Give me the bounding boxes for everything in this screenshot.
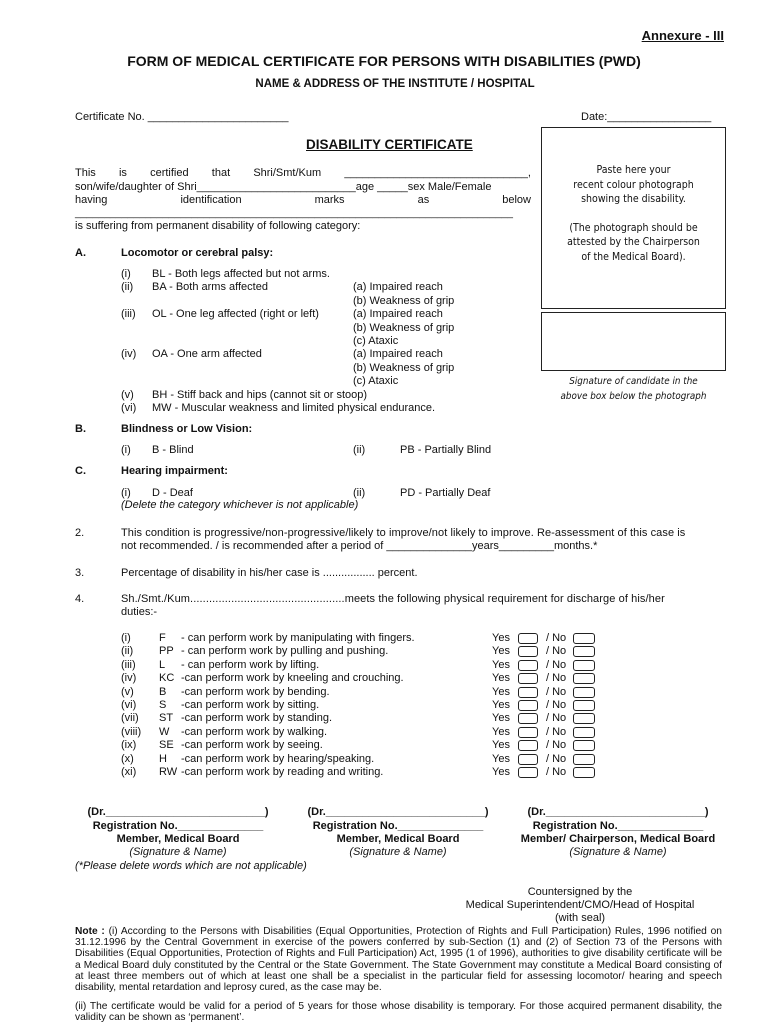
signatory-signature-label: (Signature & Name) <box>129 846 227 858</box>
section-a-item-sub: (a) Impaired reach <box>353 281 443 294</box>
no-label: / No <box>546 766 567 778</box>
countersign-line: (with seal) <box>554 912 606 924</box>
requirement-code: H <box>159 752 167 765</box>
note-paragraph <box>75 926 722 993</box>
photo-box <box>541 127 726 309</box>
section-b-title: Blindness or Low Vision: <box>121 423 253 435</box>
section-c-title: Hearing impairment: <box>121 465 228 477</box>
requirement-text: - can perform work by pulling and pushing. <box>181 645 389 658</box>
yes-checkbox[interactable] <box>518 767 538 778</box>
no-label: / No <box>546 725 567 738</box>
no-checkbox[interactable] <box>573 660 595 671</box>
note-label: Note : <box>75 926 105 937</box>
intro-word: certified <box>150 167 189 179</box>
photo-instruction: recent colour photograph <box>573 178 694 191</box>
no-checkbox[interactable] <box>573 687 595 698</box>
section-a-item-num: (iii) <box>121 308 136 321</box>
section-a-item-text: OA - One arm affected <box>152 348 262 361</box>
section-b-i-num: (i) <box>121 444 131 456</box>
intro-word: as <box>417 194 430 206</box>
section-a-item-text: OL - One leg affected (right or left) <box>152 308 319 321</box>
signatory-doctor: (Dr.__________________________) <box>307 806 489 818</box>
section-a-item-num: (i) <box>121 268 131 280</box>
section-a-item-num: (vi) <box>121 402 137 414</box>
photo-instruction: of the Medical Board). <box>581 250 686 263</box>
yes-checkbox[interactable] <box>518 740 538 751</box>
intro-word: is <box>118 167 127 179</box>
form-subtitle: NAME & ADDRESS OF THE INSTITUTE / HOSPITAL <box>255 78 535 90</box>
item-4-num: 4. <box>75 593 85 605</box>
requirement-code: F <box>159 632 166 644</box>
yes-label: Yes <box>492 699 510 711</box>
no-checkbox[interactable] <box>573 673 595 684</box>
requirement-code: B <box>159 685 167 698</box>
signatory-role: Member/ Chairperson, Medical Board <box>520 833 716 845</box>
section-a-title: Locomotor or cerebral palsy: <box>121 247 274 259</box>
no-label: / No <box>546 699 567 711</box>
no-label: / No <box>546 739 567 752</box>
countersign-line: Medical Superintendent/CMO/Head of Hospital <box>465 899 695 911</box>
no-checkbox[interactable] <box>573 754 595 765</box>
section-c-ii-num: (ii) <box>353 487 366 499</box>
requirement-code: SE <box>159 739 174 752</box>
requirement-text: -can perform work by bending. <box>181 685 330 698</box>
requirement-code: RW <box>159 766 178 778</box>
yes-checkbox[interactable] <box>518 713 538 724</box>
yes-label: Yes <box>492 645 510 658</box>
name-blank: ______________________________, <box>344 167 531 179</box>
no-label: / No <box>546 632 567 644</box>
date-field: Date:_________________ <box>581 111 712 123</box>
no-checkbox[interactable] <box>573 713 595 724</box>
certificate-heading: DISABILITY CERTIFICATE <box>306 137 473 152</box>
section-a-letter: A. <box>75 247 86 259</box>
no-checkbox[interactable] <box>573 700 595 711</box>
requirement-code: PP <box>159 645 174 658</box>
photo-instruction: attested by the Chairperson <box>567 236 700 248</box>
photo-instruction: showing the disability. <box>581 193 686 205</box>
no-label: / No <box>546 712 567 725</box>
note-text-1: (i) According to the Persons with Disabilities (Equal Opportunities, Protection of Rights and Full Participation) Rules, 1996 notified on 31.12.1996 by the Central Government in exercise of the powers conferred by sub-Section (1) and (2) of Section 73 of the Persons with Disabilities (Equal Opportunities, Protection of Rights and Full Participation) Act, 1995 (1 of 1996), authorities to give disability certificate will be a Medical Board duly constituted by the Central or the State Government. The State Government may constitute a Medical Board consisting of at least three members out of which at least one shall be a specialist in the particular field for assessing locomotor/ hearing and speech disability, mental retardation and leprosy cured, as the case may be. <box>75 926 722 994</box>
signature-caption <box>552 374 715 404</box>
photo-instruction: (The photograph should be <box>569 221 698 234</box>
yes-label: Yes <box>492 739 510 752</box>
requirement-num: (ix) <box>121 739 137 752</box>
intro-word: below <box>502 194 531 206</box>
section-a-item-sub: (b) Weakness of grip <box>353 294 455 307</box>
countersign-line: Countersigned by the <box>527 886 633 898</box>
section-c-note: (Delete the category whichever is not applicable) <box>121 499 359 511</box>
yes-label: Yes <box>492 685 510 698</box>
item-3-num: 3. <box>75 567 85 579</box>
requirement-num: (viii) <box>121 725 142 738</box>
section-a-item-text: BL - Both legs affected but not arms. <box>152 268 330 280</box>
section-a-item-sub: (c) Ataxic <box>353 335 399 347</box>
no-checkbox[interactable] <box>573 727 595 738</box>
section-a-item-num: (ii) <box>121 281 134 294</box>
requirement-text: -can perform work by sitting. <box>181 699 320 711</box>
section-c-i-text: D - Deaf <box>152 487 193 499</box>
signatory-registration: Registration No.______________ <box>532 820 704 832</box>
signature-caption-line: Signature of candidate in the <box>569 376 698 387</box>
requirement-text: - can perform work by lifting. <box>181 658 320 671</box>
section-a-item-sub: (c) Ataxic <box>353 375 399 388</box>
photo-instruction: Paste here your <box>596 164 671 176</box>
item-4-line-2: duties:- <box>121 606 158 618</box>
intro-line-1 <box>75 167 531 179</box>
item-2-line-2: not recommended. / is recommended after a period of ______________years_________months.* <box>121 540 598 552</box>
certificate-number: Certificate No. _______________________ <box>75 111 289 123</box>
requirement-text: -can perform work by hearing/speaking. <box>181 752 375 765</box>
intro-word: identification <box>180 194 242 206</box>
section-b-ii-text: PB - Partially Blind <box>400 444 492 456</box>
intro-word: marks <box>314 194 345 206</box>
section-a-item-sub: (b) Weakness of grip <box>353 321 455 334</box>
section-c-i-num: (i) <box>121 487 131 499</box>
requirement-num: (vii) <box>121 712 139 725</box>
yes-checkbox[interactable] <box>518 754 538 765</box>
yes-checkbox[interactable] <box>518 646 538 657</box>
requirement-text: - can perform work by manipulating with fingers. <box>181 632 415 644</box>
requirement-num: (xi) <box>121 766 137 778</box>
no-label: / No <box>546 645 567 658</box>
signature-box <box>541 312 726 371</box>
no-checkbox[interactable] <box>573 767 595 778</box>
delete-note: (*Please delete words which are not applicable) <box>75 860 307 872</box>
countersign-block <box>440 886 720 925</box>
requirement-text: -can perform work by kneeling and crouching. <box>181 672 404 685</box>
requirement-code: W <box>159 725 170 738</box>
requirement-num: (x) <box>121 752 134 765</box>
yes-checkbox[interactable] <box>518 660 538 671</box>
requirement-num: (vi) <box>121 699 137 711</box>
section-c-ii-text: PD - Partially Deaf <box>400 487 491 499</box>
yes-checkbox[interactable] <box>518 687 538 698</box>
yes-label: Yes <box>492 712 510 725</box>
note-paragraph-2 <box>75 1001 722 1023</box>
yes-label: Yes <box>492 672 510 685</box>
item-2-num: 2. <box>75 527 85 539</box>
item-3-text: Percentage of disability in his/her case is ................. percent. <box>121 567 418 579</box>
signatory-role: Member, Medical Board <box>336 833 460 845</box>
item-2-line-1: This condition is progressive/non-progressive/likely to improve/not likely to improve. Re-assessment of this case is <box>121 527 686 539</box>
intro-word: having <box>75 194 108 206</box>
section-a-item-num: (v) <box>121 388 134 401</box>
signatory-doctor: (Dr.__________________________) <box>527 806 709 818</box>
no-label: / No <box>546 672 567 685</box>
no-checkbox[interactable] <box>573 633 595 644</box>
section-a-item-sub: (b) Weakness of grip <box>353 361 455 374</box>
signatory-role: Member, Medical Board <box>116 833 240 845</box>
section-c-letter: C. <box>75 465 86 477</box>
section-a-item-text: MW - Muscular weakness and limited physical endurance. <box>152 402 436 414</box>
yes-checkbox[interactable] <box>518 700 538 711</box>
annexure-label: Annexure - III <box>641 28 724 43</box>
requirement-num: (v) <box>121 685 134 698</box>
yes-label: Yes <box>492 725 510 738</box>
signatory-registration: Registration No.______________ <box>312 820 484 832</box>
signature-caption-line: above box below the photograph <box>560 391 707 402</box>
section-b-ii-num: (ii) <box>353 444 366 456</box>
requirement-text: -can perform work by reading and writing. <box>181 766 384 778</box>
section-a-item-text: BA - Both arms affected <box>152 281 268 294</box>
signatory-doctor: (Dr.__________________________) <box>87 806 269 818</box>
no-checkbox[interactable] <box>573 646 595 657</box>
yes-label: Yes <box>492 766 510 778</box>
requirement-code: ST <box>159 712 174 725</box>
section-a-item-sub: (a) Impaired reach <box>353 348 443 361</box>
intro-word: that <box>211 167 231 179</box>
no-checkbox[interactable] <box>573 740 595 751</box>
marks-blank-line: ___________________________________________________________________________ <box>75 207 513 219</box>
no-label: / No <box>546 658 567 671</box>
intro-word: Shri/Smt/Kum <box>253 167 322 179</box>
signatory-signature-label: (Signature & Name) <box>349 846 447 858</box>
yes-checkbox[interactable] <box>518 673 538 684</box>
requirement-num: (iv) <box>121 672 137 685</box>
intro-line-2: son/wife/daughter of Shri__________________________age _____sex Male/Female <box>75 181 492 193</box>
yes-label: Yes <box>492 752 510 765</box>
yes-label: Yes <box>492 632 510 644</box>
intro-word: This <box>75 167 96 179</box>
requirement-text: -can perform work by walking. <box>181 725 328 738</box>
requirement-text: -can perform work by standing. <box>181 712 333 725</box>
signatory-signature-label: (Signature & Name) <box>569 846 667 858</box>
section-a-item-text: BH - Stiff back and hips (cannot sit or stoop) <box>152 388 368 401</box>
requirement-code: S <box>159 699 167 711</box>
form-title: FORM OF MEDICAL CERTIFICATE FOR PERSONS WITH DISABILITIES (PWD) <box>127 53 641 69</box>
requirement-code: L <box>159 658 166 671</box>
section-a-item-sub: (a) Impaired reach <box>353 308 443 321</box>
requirement-text: -can perform work by seeing. <box>181 739 323 752</box>
signatory-registration: Registration No.______________ <box>92 820 264 832</box>
intro-line-3 <box>75 194 531 206</box>
item-4-line-1: Sh./Smt./Kum.................................................meets the following physical requirement for discharge of his/her <box>121 593 665 605</box>
requirement-code: KC <box>159 672 175 685</box>
requirement-num: (iii) <box>121 658 136 671</box>
intro-line-5: is suffering from permanent disability of following category: <box>75 220 361 232</box>
no-label: / No <box>546 685 567 698</box>
requirement-num: (i) <box>121 632 131 644</box>
no-label: / No <box>546 752 567 765</box>
section-a-item-num: (iv) <box>121 348 137 361</box>
yes-label: Yes <box>492 658 510 671</box>
section-b-letter: B. <box>75 423 86 435</box>
yes-checkbox[interactable] <box>518 633 538 644</box>
yes-checkbox[interactable] <box>518 727 538 738</box>
requirement-num: (ii) <box>121 645 134 658</box>
section-b-i-text: B - Blind <box>152 444 194 456</box>
note-text-2: (ii) The certificate would be valid for a period of 5 years for those whose disability is temporary. For those acquired permanent disability, the validity can be shown as ‘permanent’. <box>75 1001 722 1024</box>
